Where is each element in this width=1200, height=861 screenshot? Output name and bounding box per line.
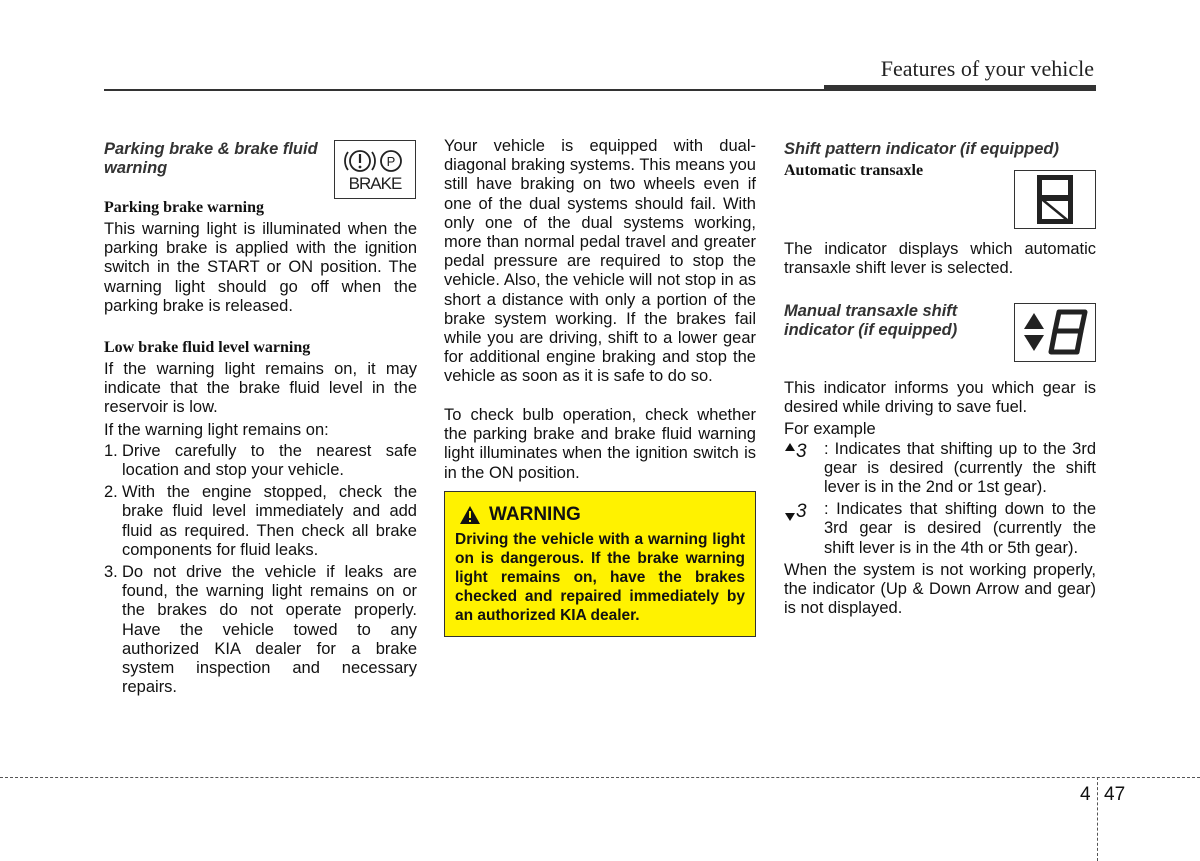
svg-text:P: P [386,154,396,169]
paragraph-fluid-low: If the warning light remains on, it may indicate that the brake fluid level in the reservoir is low. [104,360,417,417]
page-number: 47 [1104,784,1126,805]
page-header-title: Features of your vehicle [880,56,1094,81]
example-shift-up [784,440,1096,498]
brake-icon-label: BRAKE [348,174,402,193]
section-title-parking-brake: Parking brake & brake fluid warning [104,140,318,177]
warning-text: Driving the vehicle with a warning light on is dangerous. If the brake warning light remains on, have the brakes checked and repaired immediately by an authorized KIA dealer. [455,531,745,624]
warning-triangle-icon [459,505,481,525]
manual-shift-indicator-icon [1014,303,1096,362]
list-text: With the engine stopped, check the brake fluid level immediately and add fluid as required. Then check all brake components for fluid leaks. [122,483,417,559]
header-rule-thick [824,85,1096,91]
paragraph-not-working: When the system is not working properly, the indicator (Up & Down Arrow and gear) is not displayed. [784,560,1096,618]
footer-dashed-divider [1097,777,1098,861]
header-rule-thin [104,89,824,91]
example-text: : Indicates that shifting down to the 3rd gear is desired (currently the shift lever is in the 4th or 5th gear). [824,500,1096,557]
subheading-parking-brake-warning: Parking brake warning [104,199,265,216]
list-text: Do not drive the vehicle if leaks are found, the warning light remains on or the brakes do not operate properly. Have the vehicle towed to any authorized KIA dealer for a brake system inspection and necessary repairs. [122,563,417,697]
down-arrow-icon [784,512,796,522]
footer-dashed-rule [0,777,1200,778]
list-text: Drive carefully to the nearest safe location and stop your vehicle. [122,441,417,480]
automatic-shift-indicator-icon [1014,170,1096,229]
paragraph-light-remains-on: If the warning light remains on: [104,420,329,439]
list-number: 2. [104,483,118,502]
list-number: 1. [104,441,118,460]
shift-up-digit: 3 [796,440,807,462]
list-item [104,483,417,560]
list-number: 3. [104,563,118,582]
subheading-automatic-transaxle: Automatic transaxle [784,162,924,179]
up-arrow-icon [784,442,796,452]
list-item [104,442,417,480]
brake-warning-icon [334,140,416,199]
example-shift-down [784,500,1096,558]
example-text: : Indicates that shifting up to the 3rd gear is desired (currently the shift lever is in the 2nd or 1st gear). [824,439,1096,497]
paragraph-automatic-indicator: The indicator displays which automatic transaxle shift lever is selected. [784,240,1096,278]
paragraph-bulb-check: To check bulb operation, check whether the parking brake and brake fluid warning light illuminates when the ignition switch is in the ON position. [444,406,756,482]
paragraph-manual-indicator [784,379,1096,618]
paragraph-parking-brake: This warning light is illuminated when the parking brake is applied with the ignition switch in the START or ON position. The warning light should go off when the parking brake is released. [104,220,417,315]
paragraph-gear-desired: This indicator informs you which gear is desired while driving to save fuel. [784,379,1096,417]
paragraph-dual-diagonal: Your vehicle is equipped with dual-diagonal braking systems. This means you still have braking on two wheels even if one of the dual systems should fail. With only one of the dual systems working, more than normal pedal travel and greater pedal pressure are required to stop the vehicle. Also, the vehicle will not stop in as short a distance with only a portion of the brake system working. If the brakes fail while you are driving, shift to a lower gear for additional engine braking and stop the vehicle as soon as it is safe to do so. [444,137,756,386]
warning-header [459,504,745,526]
paragraph-low-brake-fluid [104,360,417,697]
section-title-shift-pattern: Shift pattern indicator (if equipped) [784,140,1059,158]
subheading-low-brake-fluid: Low brake fluid level warning [104,339,311,356]
shift-up-symbol [784,442,807,462]
list-item [104,563,417,697]
shift-down-symbol [784,502,807,522]
warning-title: WARNING [489,504,581,525]
section-title-manual-shift: Manual transaxle shift indicator (if equipped) [784,302,958,339]
paragraph-for-example: For example [784,420,876,439]
warning-box [444,491,756,637]
chapter-number: 4 [1080,784,1091,805]
shift-down-digit: 3 [796,501,807,523]
